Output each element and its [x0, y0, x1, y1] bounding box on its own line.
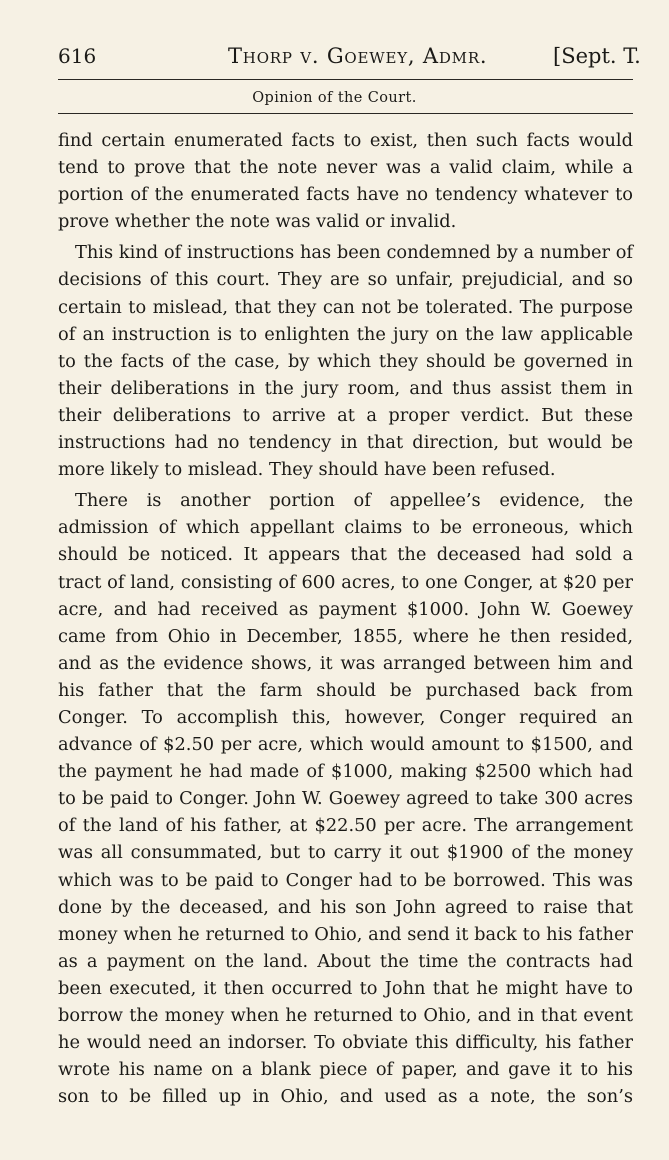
running-title: Thorp v. Goewey, Admr.: [228, 44, 488, 68]
paragraph: There is another portion of appellee’s evidence, the admission of which appellant claims to be erroneous, which should be noticed. It appears that the deceased had sold a tract of land, consisting of 600 acres, to one Conger, at $20 per acre, and had received as payment $1000. John W. Goewey came from Ohio in December, 1855, where he then resided, and as the evidence shows, it was arranged between him and his father that the farm should be purchased back from Conger. To accomplish this, however, Conger required an advance of $2.50 per acre, which would amount to $1500, and the payment he had made of $1000, making $2500 which had to be paid to Conger. John W. Goewey agreed to take 300 acres of the land of his father, at $22.50 per acre. The arrangement was all consummated, but to carry it out $1900 of the money which was to be paid to Conger had to be borrowed. This was done by the deceased, and his son John agreed to raise that money when he returned to Ohio, and send it back to his father as a payment on the land. About the time the contracts had been executed, it then occurred to John that he might have to borrow the money when he returned to Ohio, and in that event he would need an indorser. To obviate this difficulty, his father wrote his name on a blank piece of paper, and gave it to his son to be filled up in Ohio, and used as a note, the son’s: [58, 490, 633, 1108]
header-rule-top: [58, 79, 633, 80]
section-heading: Opinion of the Court.: [252, 90, 417, 106]
page-number: 616: [58, 44, 97, 68]
header-rule-bottom: [58, 113, 633, 114]
term-label: [Sept. T.: [553, 44, 641, 68]
body-text: [58, 127, 633, 1114]
paragraph: This kind of instructions has been condemned by a number of decisions of this court. They are so unfair, prejudicial, and so certain to mislead, that they can not be tolerated. The purpose of an instruction is to enlighten the jury on the law applicable to the facts of the case, by which they should be governed in their deliberations in the jury room, and thus assist them in their deliberations to arrive at a proper verdict. But these instructions had no tendency in that direction, but would be more likely to mislead. They should have been refused.: [58, 242, 633, 481]
paragraph-continued: find certain enumerated facts to exist, then such facts would tend to prove that the note never was a valid claim, while a portion of the enumerated facts have no tendency whatever to prove whether the note was valid or invalid.: [58, 130, 633, 233]
